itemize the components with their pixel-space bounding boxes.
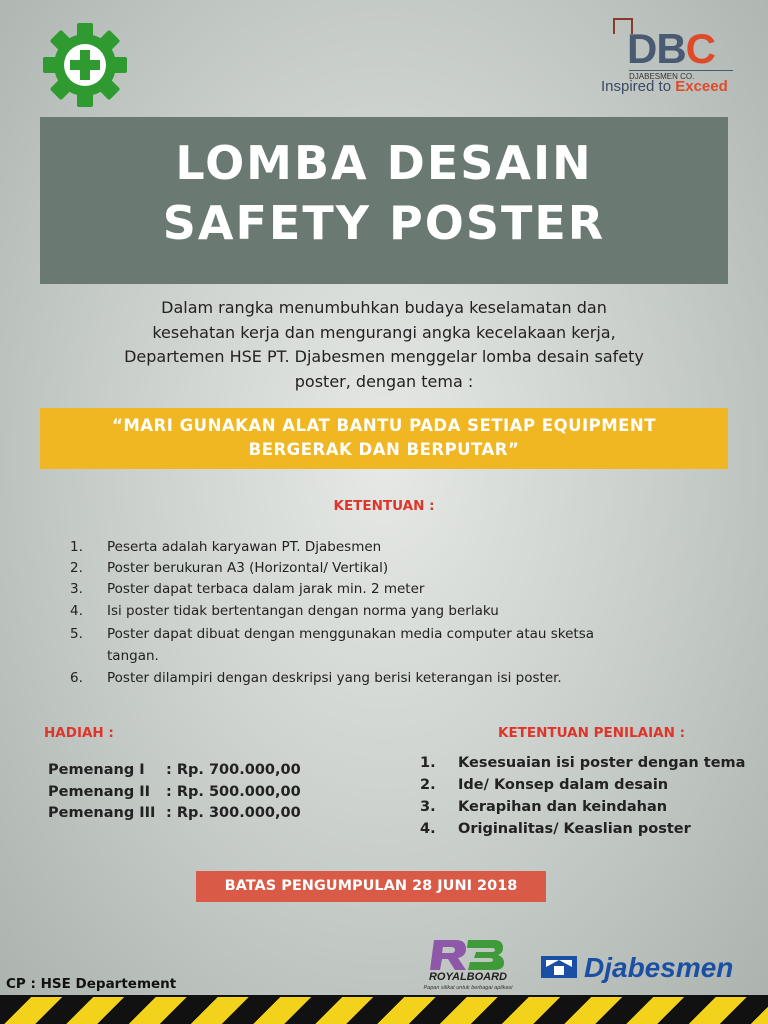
hadiah-heading: HADIAH : (44, 725, 114, 741)
dbc-company-logo (595, 16, 760, 102)
rule-text: Poster dapat terbaca dalam jarak min. 2 meter (107, 581, 425, 597)
rb-monogram-icon (430, 940, 504, 970)
royalboard-name: ROYALBOARD (428, 971, 508, 983)
rule-number: 5. (70, 626, 83, 642)
dbc-logo-letter-c: C (685, 25, 716, 72)
prize-amount: : Rp. 300.000,00 (166, 805, 301, 821)
green-cross-gear-icon (40, 20, 130, 110)
theme-line-1: “MARI GUNAKAN ALAT BANTU PADA SETIAP EQUIPMENT (112, 416, 656, 435)
dbc-company-name: DJABESMEN CO. (629, 70, 733, 81)
criteria-text: Ide/ Konsep dalam desain (458, 777, 669, 793)
criteria-number: 4. (420, 821, 436, 837)
prize-label: Pemenang III (48, 805, 156, 821)
criteria-number: 1. (420, 755, 436, 771)
ketentuan-heading: KETENTUAN : (333, 498, 435, 514)
criteria-text: Originalitas/ Keaslian poster (458, 821, 691, 837)
criteria-number: 3. (420, 799, 436, 815)
intro-line: poster, dengan tema : (294, 371, 474, 391)
criteria-text: Kerapihan dan keindahan (458, 799, 668, 815)
rule-text: Poster berukuran A3 (Horizontal/ Vertikal) (107, 560, 389, 576)
prize-amount: : Rp. 500.000,00 (166, 784, 301, 800)
rule-number: 2. (70, 560, 83, 576)
prize-label: Pemenang I (48, 762, 145, 778)
theme-line-2: BERGERAK DAN BERPUTAR” (248, 440, 520, 459)
rule-text: Peserta adalah karyawan PT. Djabesmen (107, 539, 382, 555)
contact-person: CP : HSE Departement (6, 976, 177, 992)
djabesmen-name: Djabesmen (584, 952, 734, 983)
intro-line: kesehatan kerja dan mengurangi angka kecelakaan kerja, (152, 322, 616, 342)
criteria-number: 2. (420, 777, 436, 793)
hazard-stripe (0, 997, 768, 1024)
intro-line: Departemen HSE PT. Djabesmen menggelar lomba desain safety (124, 347, 644, 366)
rule-number: 1. (70, 539, 83, 555)
dbc-tagline: Inspired to Exceed (601, 78, 728, 95)
intro-paragraph (60, 296, 708, 394)
djabesmen-logo (540, 950, 762, 984)
rule-text: Poster dapat dibuat dengan menggunakan media computer atau sketsa (107, 626, 595, 642)
royalboard-tagline: Papan silikat untuk berbagai aplikasi (423, 985, 513, 991)
rule-text: tangan. (107, 648, 159, 664)
penilaian-heading: KETENTUAN PENILAIAN : (498, 725, 685, 741)
title-line-1: LOMBA DESAIN (175, 136, 593, 190)
prize-label: Pemenang II (48, 784, 151, 800)
dbc-tagline-emphasis: Exceed (675, 78, 728, 95)
rule-number: 6. (70, 670, 83, 686)
rule-number: 4. (70, 603, 83, 619)
royalboard-logo (408, 936, 528, 992)
prize-amount: : Rp. 700.000,00 (166, 762, 301, 778)
rule-number: 3. (70, 581, 83, 597)
title-line-2: SAFETY POSTER (162, 196, 606, 250)
rule-text: Isi poster tidak bertentangan dengan norma yang berlaku (107, 603, 499, 619)
djabesmen-emblem-icon (541, 956, 577, 978)
theme-text (40, 414, 728, 462)
dbc-logo-letters-db: DB (627, 25, 686, 72)
rule-text: Poster dilampiri dengan deskripsi yang berisi keterangan isi poster. (107, 670, 562, 686)
intro-line: Dalam rangka menumbuhkan budaya keselamatan dan (161, 298, 607, 317)
criteria-text: Kesesuaian isi poster dengan tema (458, 755, 746, 771)
deadline-banner: BATAS PENGUMPULAN 28 JUNI 2018 (196, 871, 546, 902)
